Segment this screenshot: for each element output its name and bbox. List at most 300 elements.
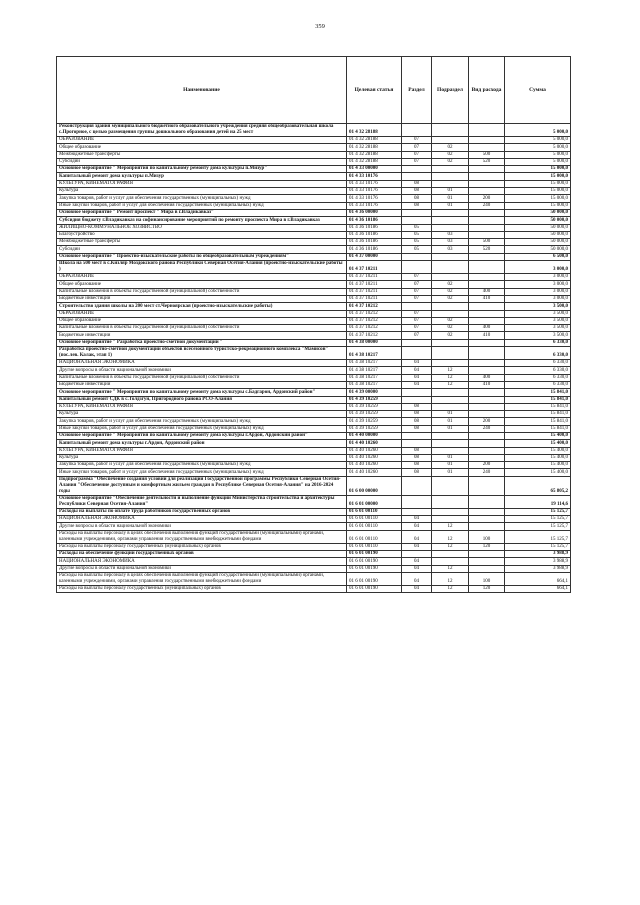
cell-article: 01 6 01 00110 — [347, 523, 402, 530]
cell-section: 08 — [402, 188, 432, 195]
cell-amount: 15 125,7 — [505, 508, 571, 515]
table-row — [57, 530, 571, 543]
cell-subsection — [432, 217, 469, 224]
cell-section: 05 — [402, 224, 432, 231]
cell-subsection: 02 — [432, 151, 469, 158]
table-row — [57, 173, 571, 180]
cell-amount: 5 000,0 — [505, 124, 571, 137]
cell-article: 01 4 36 10186 — [347, 246, 402, 253]
cell-section: 07 — [402, 158, 432, 165]
cell-article: 01 4 36 10186 — [347, 231, 402, 238]
cell-name: Школа на 500 мест в с.Кизляр Моздокского района Республики Северная Осетия-Алания (проектно-изыскательские работы ) — [57, 261, 347, 274]
cell-subsection — [432, 360, 469, 367]
cell-name: Благоустройство — [57, 231, 347, 238]
cell-name: Другие вопросы в области национальной экономики — [57, 367, 347, 374]
table-row — [57, 454, 571, 461]
cell-name: Капитальные вложения в объекты государственной (муниципальной) собственности — [57, 325, 347, 332]
cell-article: 01 4 37 10212 — [347, 310, 402, 317]
table-row — [57, 188, 571, 195]
cell-name: Основное мероприятие " Ремонт проспект " Мира в г.Владикавказ" — [57, 209, 347, 216]
cell-name: Основное мероприятие " Мероприятия по капитальному ремонту дома культуры п.Мизур" — [57, 166, 347, 173]
cell-amount: 5 000,0 — [505, 158, 571, 165]
cell-subsection: 12 — [432, 530, 469, 543]
cell-name: ОБРАЗОВАНИЕ — [57, 310, 347, 317]
cell-section — [402, 550, 432, 557]
cell-name: Строительство здания школы на 200 мест ст.Черноярская (проектно-изыскательские работы) — [57, 303, 347, 310]
table-row — [57, 447, 571, 454]
cell-article: 01 4 37 10211 — [347, 281, 402, 288]
cell-subsection — [432, 447, 469, 454]
cell-section: 08 — [402, 180, 432, 187]
table-row — [57, 585, 571, 592]
cell-subsection — [432, 550, 469, 557]
cell-article: 01 6 01 00110 — [347, 508, 402, 515]
table-row — [57, 403, 571, 410]
cell-type: 400 — [469, 325, 505, 332]
cell-type: 500 — [469, 151, 505, 158]
cell-section: 07 — [402, 151, 432, 158]
table-row — [57, 550, 571, 557]
cell-type — [469, 231, 505, 238]
cell-article: 01 4 33 10176 — [347, 202, 402, 209]
cell-type — [469, 360, 505, 367]
cell-subsection: 01 — [432, 469, 469, 476]
cell-name: НАЦИОНАЛЬНАЯ ЭКОНОМИКА — [57, 516, 347, 523]
table-row — [57, 425, 571, 432]
cell-type — [469, 253, 505, 260]
cell-article: 01 6 01 00190 — [347, 558, 402, 565]
cell-article: 01 4 39 10259 — [347, 403, 402, 410]
table-row — [57, 261, 571, 274]
cell-section: 07 — [402, 281, 432, 288]
cell-article: 01 4 39 10259 — [347, 411, 402, 418]
cell-type — [469, 217, 505, 224]
cell-section: 07 — [402, 288, 432, 295]
table-row — [57, 253, 571, 260]
table-row — [57, 367, 571, 374]
cell-subsection — [432, 261, 469, 274]
cell-article: 01 4 33 10176 — [347, 195, 402, 202]
cell-section — [402, 432, 432, 439]
cell-name: Другие вопросы в области национальной экономики — [57, 565, 347, 572]
table-row — [57, 558, 571, 565]
cell-subsection: 01 — [432, 454, 469, 461]
cell-subsection — [432, 432, 469, 439]
cell-type: 200 — [469, 418, 505, 425]
cell-subsection: 02 — [432, 295, 469, 302]
cell-subsection: 12 — [432, 543, 469, 550]
cell-section: 08 — [402, 469, 432, 476]
cell-article: 01 4 37 00000 — [347, 253, 402, 260]
header-amount: Сумма — [505, 57, 571, 124]
cell-subsection — [432, 303, 469, 310]
cell-type: 410 — [469, 332, 505, 339]
cell-section — [402, 476, 432, 495]
cell-article: 01 4 40 10260 — [347, 454, 402, 461]
cell-amount: 3 000,0 — [505, 295, 571, 302]
cell-name: Капитальный ремонт дома культуры г.Ардон, Ардонский район — [57, 440, 347, 447]
cell-name: Капитальный ремонт дома культуры п.Мизур — [57, 173, 347, 180]
cell-type — [469, 137, 505, 144]
cell-subsection: 12 — [432, 367, 469, 374]
cell-article: 01 4 36 10186 — [347, 224, 402, 231]
cell-section — [402, 339, 432, 346]
cell-article: 01 6 01 00190 — [347, 550, 402, 557]
table-row — [57, 495, 571, 508]
cell-section: 04 — [402, 374, 432, 381]
cell-article: 01 4 37 10211 — [347, 295, 402, 302]
table-row — [57, 508, 571, 515]
cell-section — [402, 389, 432, 396]
cell-name: Расходы на выплаты персоналу государственных (муниципальных) органов — [57, 585, 347, 592]
cell-amount: 15 000,0 — [505, 166, 571, 173]
cell-type — [469, 476, 505, 495]
table-row — [57, 295, 571, 302]
cell-section — [402, 253, 432, 260]
cell-section: 04 — [402, 565, 432, 572]
cell-amount: 15 400,0 — [505, 454, 571, 461]
cell-section: 08 — [402, 418, 432, 425]
table-row — [57, 239, 571, 246]
cell-type: 410 — [469, 381, 505, 388]
cell-type: 240 — [469, 425, 505, 432]
cell-subsection: 03 — [432, 231, 469, 238]
cell-amount: 6 330,0 — [505, 381, 571, 388]
cell-section — [402, 124, 432, 137]
cell-type — [469, 411, 505, 418]
cell-article: 01 4 37 10211 — [347, 261, 402, 274]
cell-type — [469, 180, 505, 187]
cell-article: 01 4 40 10260 — [347, 440, 402, 447]
cell-subsection — [432, 396, 469, 403]
cell-amount: 3 500,0 — [505, 310, 571, 317]
table-row — [57, 411, 571, 418]
cell-subsection: 02 — [432, 144, 469, 151]
cell-type — [469, 454, 505, 461]
cell-type — [469, 310, 505, 317]
cell-subsection: 12 — [432, 381, 469, 388]
cell-section — [402, 303, 432, 310]
cell-article: 01 6 01 00110 — [347, 543, 402, 550]
table-row — [57, 281, 571, 288]
cell-type: 400 — [469, 374, 505, 381]
cell-subsection — [432, 124, 469, 137]
cell-section: 05 — [402, 231, 432, 238]
table-row — [57, 246, 571, 253]
cell-amount: 19 114,6 — [505, 495, 571, 508]
cell-section: 07 — [402, 274, 432, 281]
table-row — [57, 381, 571, 388]
cell-article: 01 4 32 28188 — [347, 124, 402, 137]
table-row — [57, 166, 571, 173]
cell-type: 500 — [469, 239, 505, 246]
table-row — [57, 476, 571, 495]
cell-amount: 3 000,0 — [505, 288, 571, 295]
table-row — [57, 144, 571, 151]
cell-article: 01 4 32 28188 — [347, 137, 402, 144]
cell-name: Разработка проектно-сметной документации объектов всесезонного туристско-рекреационного комплекса "Мамисон" (пос.лев. Калак, этап 1) — [57, 347, 347, 360]
cell-name: Расходы на выплаты персоналу в целях обеспечения выполнения функций государственными (муниципальными) органами, казенными учреждениями, органами управления государственными внебюджетными фондами — [57, 572, 347, 585]
cell-section — [402, 166, 432, 173]
cell-amount: 3 500,0 — [505, 325, 571, 332]
cell-amount: 3 000,0 — [505, 281, 571, 288]
cell-amount: 15 000,0 — [505, 173, 571, 180]
cell-type — [469, 389, 505, 396]
cell-section — [402, 173, 432, 180]
table-row — [57, 158, 571, 165]
cell-section — [402, 495, 432, 508]
cell-subsection — [432, 166, 469, 173]
cell-amount: 3 988,9 — [505, 550, 571, 557]
table-row — [57, 516, 571, 523]
cell-section: 07 — [402, 310, 432, 317]
cell-amount: 15 841,0 — [505, 425, 571, 432]
cell-subsection — [432, 253, 469, 260]
cell-article: 01 4 36 10186 — [347, 239, 402, 246]
cell-section: 08 — [402, 447, 432, 454]
cell-article: 01 4 32 28188 — [347, 158, 402, 165]
cell-article: 01 6 01 00190 — [347, 565, 402, 572]
cell-name: Иные закупки товаров, работ и услуг для обеспечения государственных (муниципальных) нужд — [57, 425, 347, 432]
cell-name: ЖИЛИЩНО-КОММУНАЛЬНОЕ ХОЗЯЙСТВО — [57, 224, 347, 231]
cell-name: Общее образование — [57, 144, 347, 151]
cell-section: 04 — [402, 523, 432, 530]
cell-subsection — [432, 339, 469, 346]
cell-type — [469, 550, 505, 557]
cell-name: Капитальные вложения в объекты государственной (муниципальной) собственности — [57, 374, 347, 381]
header-expense-type: Вид расхода — [469, 57, 505, 124]
cell-subsection — [432, 180, 469, 187]
cell-subsection: 12 — [432, 374, 469, 381]
cell-amount: 664,1 — [505, 585, 571, 592]
table-row — [57, 195, 571, 202]
cell-subsection: 01 — [432, 418, 469, 425]
cell-subsection: 01 — [432, 425, 469, 432]
cell-name: Расходы на выплаты персоналу в целях обеспечения выполнения функций государственными (муниципальными) органами, казенными учреждениями, органами управления государственными внебюджетными фондами — [57, 530, 347, 543]
cell-section: 07 — [402, 137, 432, 144]
cell-name: НАЦИОНАЛЬНАЯ ЭКОНОМИКА — [57, 558, 347, 565]
table-row — [57, 418, 571, 425]
cell-article: 01 6 01 00190 — [347, 572, 402, 585]
table-row — [57, 151, 571, 158]
cell-amount: 15 841,0 — [505, 396, 571, 403]
cell-type: 240 — [469, 202, 505, 209]
cell-section: 04 — [402, 516, 432, 523]
table-row — [57, 565, 571, 572]
cell-name: Бюджетные инвестиции — [57, 332, 347, 339]
cell-amount: 15 841,0 — [505, 403, 571, 410]
cell-name: Подпрограмма "Обеспечение создания условий для реализации Государственной программы Республики Северная Осетия-Алания "Обеспечение доступным и комфортным жильем граждан в Республике Северная Осетия-Алания" на 2016-2024 годы — [57, 476, 347, 495]
cell-type — [469, 508, 505, 515]
table-row — [57, 523, 571, 530]
table-row — [57, 432, 571, 439]
cell-amount: 15 000,0 — [505, 202, 571, 209]
cell-amount: 50 000,0 — [505, 209, 571, 216]
cell-article: 01 4 38 10217 — [347, 360, 402, 367]
cell-type — [469, 565, 505, 572]
cell-article: 01 4 37 10211 — [347, 288, 402, 295]
cell-subsection — [432, 495, 469, 508]
table-row — [57, 303, 571, 310]
cell-type: 240 — [469, 469, 505, 476]
cell-article: 01 4 36 00000 — [347, 209, 402, 216]
cell-name: Субсидия бюджету г.Владикавказ на софинансирование мероприятий по ремонту проспекта Мира в г.Владикавказ — [57, 217, 347, 224]
cell-subsection: 12 — [432, 572, 469, 585]
cell-section — [402, 217, 432, 224]
cell-type — [469, 303, 505, 310]
cell-type: 100 — [469, 572, 505, 585]
cell-article: 01 4 36 10186 — [347, 217, 402, 224]
cell-amount: 3 500,0 — [505, 303, 571, 310]
cell-amount: 15 125,7 — [505, 530, 571, 543]
cell-type: 200 — [469, 195, 505, 202]
table-row — [57, 274, 571, 281]
cell-type: 120 — [469, 585, 505, 592]
table-row — [57, 332, 571, 339]
cell-amount: 664,1 — [505, 572, 571, 585]
cell-section: 04 — [402, 360, 432, 367]
cell-amount: 15 000,0 — [505, 188, 571, 195]
cell-subsection — [432, 389, 469, 396]
cell-name: Основное мероприятие " Разработка проектно-сметной документации " — [57, 339, 347, 346]
header-subsection: Подраздел — [432, 57, 469, 124]
cell-section: 08 — [402, 202, 432, 209]
cell-section: 07 — [402, 325, 432, 332]
page-number: 359 — [315, 23, 325, 30]
cell-article: 01 4 37 10211 — [347, 274, 402, 281]
cell-section: 08 — [402, 195, 432, 202]
cell-section: 07 — [402, 317, 432, 324]
table-row — [57, 217, 571, 224]
table-row — [57, 209, 571, 216]
cell-type — [469, 347, 505, 360]
cell-subsection: 12 — [432, 565, 469, 572]
cell-type — [469, 209, 505, 216]
cell-amount: 15 841,0 — [505, 418, 571, 425]
cell-type — [469, 173, 505, 180]
cell-subsection: 02 — [432, 317, 469, 324]
cell-subsection: 03 — [432, 246, 469, 253]
cell-name: Основное мероприятие " Мероприятия по капитальному ремонту дома культуры с.Бадгарон, Ардонский район" — [57, 389, 347, 396]
cell-article: 01 4 38 10217 — [347, 381, 402, 388]
cell-article: 01 4 40 10260 — [347, 447, 402, 454]
cell-amount: 5 000,0 — [505, 137, 571, 144]
cell-amount: 15 125,7 — [505, 543, 571, 550]
cell-name: Общее образование — [57, 317, 347, 324]
cell-article: 01 4 38 10217 — [347, 347, 402, 360]
cell-section: 08 — [402, 425, 432, 432]
cell-section: 04 — [402, 367, 432, 374]
cell-name: Расходы на обеспечение функций государственных органов — [57, 550, 347, 557]
cell-amount: 15 400,0 — [505, 447, 571, 454]
cell-amount: 5 000,0 — [505, 151, 571, 158]
table-row — [57, 543, 571, 550]
cell-subsection — [432, 209, 469, 216]
cell-type — [469, 281, 505, 288]
cell-name: Основное мероприятие " Проектно-изыскательские работы по общеобразовательным учреждениям" — [57, 253, 347, 260]
cell-type: 520 — [469, 246, 505, 253]
cell-article: 01 6 00 00000 — [347, 476, 402, 495]
cell-name: Культура — [57, 411, 347, 418]
cell-subsection: 01 — [432, 195, 469, 202]
cell-article: 01 4 33 00000 — [347, 166, 402, 173]
table-row — [57, 396, 571, 403]
cell-article: 01 4 37 10212 — [347, 303, 402, 310]
cell-subsection: 12 — [432, 523, 469, 530]
cell-amount: 65 805,2 — [505, 476, 571, 495]
cell-article: 01 4 32 28188 — [347, 144, 402, 151]
cell-amount: 15 000,0 — [505, 180, 571, 187]
cell-subsection — [432, 508, 469, 515]
cell-type — [469, 274, 505, 281]
cell-type — [469, 261, 505, 274]
cell-type — [469, 367, 505, 374]
cell-name: Культура — [57, 454, 347, 461]
cell-name: Бюджетные инвестиции — [57, 295, 347, 302]
cell-name: Закупка товаров, работ и услуг для обеспечения государственных (муниципальных) нужд — [57, 418, 347, 425]
cell-type — [469, 166, 505, 173]
cell-subsection: 01 — [432, 202, 469, 209]
cell-name: Расходы на выплаты персоналу государственных (муниципальных) органов — [57, 543, 347, 550]
cell-type — [469, 339, 505, 346]
table-row — [57, 440, 571, 447]
cell-name: Бюджетные инвестиции — [57, 381, 347, 388]
cell-section: 05 — [402, 239, 432, 246]
cell-article: 01 6 01 00000 — [347, 495, 402, 508]
table-row — [57, 462, 571, 469]
cell-article: 01 4 40 10260 — [347, 469, 402, 476]
cell-name: Реконструкция здания муниципального бюджетного образовательного учреждения средняя общеобразовательная школа с.Прогорное, с целью размещения группы дошкольного образования детей на 25 мест — [57, 124, 347, 137]
cell-type: 410 — [469, 295, 505, 302]
cell-article: 01 4 37 10212 — [347, 317, 402, 324]
cell-article: 01 4 39 10259 — [347, 425, 402, 432]
table-row — [57, 360, 571, 367]
cell-amount: 50 000,0 — [505, 239, 571, 246]
cell-type: 200 — [469, 462, 505, 469]
cell-section: 08 — [402, 454, 432, 461]
cell-amount: 15 841,0 — [505, 389, 571, 396]
header-name: Наименование — [57, 57, 347, 124]
table-row — [57, 325, 571, 332]
cell-section: 07 — [402, 332, 432, 339]
cell-name: Иные закупки товаров, работ и услуг для обеспечения государственных (муниципальных) нужд — [57, 469, 347, 476]
cell-article: 01 4 37 10212 — [347, 332, 402, 339]
cell-type: 100 — [469, 530, 505, 543]
table-row — [57, 347, 571, 360]
cell-article: 01 4 40 00000 — [347, 432, 402, 439]
header-section: Раздел — [402, 57, 432, 124]
table-row — [57, 572, 571, 585]
cell-name: Культура — [57, 188, 347, 195]
cell-type — [469, 447, 505, 454]
cell-name: Межбюджетные трансферты — [57, 151, 347, 158]
cell-article: 01 4 39 00000 — [347, 389, 402, 396]
table-row — [57, 389, 571, 396]
cell-amount: 5 000,0 — [505, 144, 571, 151]
cell-amount: 50 000,0 — [505, 224, 571, 231]
cell-name: Иные закупки товаров, работ и услуг для обеспечения государственных (муниципальных) нужд — [57, 202, 347, 209]
cell-subsection: 12 — [432, 585, 469, 592]
cell-type — [469, 523, 505, 530]
cell-amount: 6 500,0 — [505, 253, 571, 260]
cell-type — [469, 224, 505, 231]
table-row — [57, 374, 571, 381]
cell-amount: 15 841,0 — [505, 411, 571, 418]
cell-name: ОБРАЗОВАНИЕ — [57, 137, 347, 144]
cell-amount: 15 000,0 — [505, 195, 571, 202]
cell-subsection — [432, 224, 469, 231]
cell-section: 08 — [402, 411, 432, 418]
